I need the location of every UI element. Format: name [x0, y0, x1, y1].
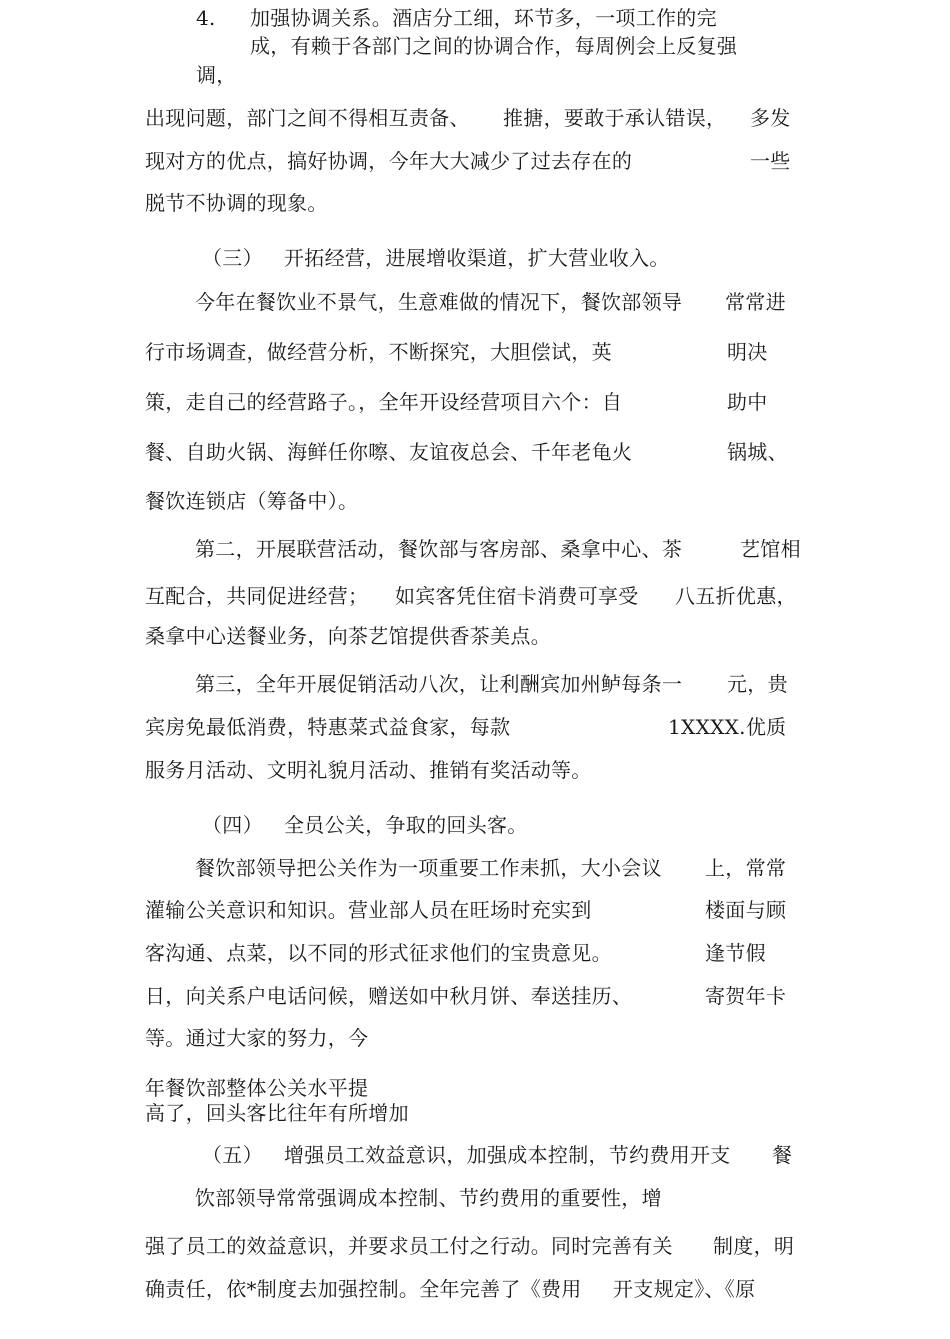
text-line [195, 855, 787, 881]
text-line: 成，有赖于各部门之间的协调合作，每周例会上反复强 [250, 34, 738, 58]
section-title: 增强员工效益意识，加强成本控制，节约费用开支 [284, 1143, 731, 1167]
text-span: 灌输公关意识和知识。营业部人员在旺场时充实到 [145, 898, 592, 922]
text-span: 锅城、 [727, 440, 788, 464]
text-line: 年餐饮部整体公关水平提 [145, 1076, 369, 1100]
text-line [195, 671, 788, 697]
text-line [145, 105, 791, 131]
text-span: 餐、自助火锅、海鲜任你嚓、友谊夜总会、千年老龟火 [145, 440, 633, 464]
text-span: 上，常常 [705, 856, 787, 880]
text-line [145, 148, 791, 174]
text-line [195, 289, 786, 315]
text-span: 日，向关系户电话问候，赠送如中秋月饼、奉送挂历、 [145, 984, 633, 1008]
text-span: 互配合，共同促进经营； [145, 584, 369, 608]
text-span: 强了员工的效益意识，并要求员工付之行动。同时完善有关 [145, 1234, 673, 1258]
text-span: 制度，明 [713, 1234, 795, 1258]
text-span: 八五折优惠， [675, 584, 797, 608]
text-span: 出现问题，部门之间不得相互责备、 [145, 106, 470, 130]
text-line: 调， [196, 63, 237, 87]
text-span: 1XXXX.优质 [668, 715, 787, 739]
text-span: 如宾客凭住宿卡消费可享受 [395, 584, 639, 608]
text-span: 寄贺年卡 [705, 984, 787, 1008]
text-span: 艺馆相 [740, 537, 801, 561]
text-span: 餐饮部领导把公关作为一项重要工作耒抓，大小会议 [195, 856, 662, 880]
section-number: （五） [202, 1143, 263, 1167]
text-span: 宾房免最低消费，特惠菜式益食家，每款 [145, 715, 511, 739]
section-heading [202, 812, 528, 838]
text-line [195, 536, 801, 562]
text-span: 客沟通、点菜，以不同的形式征求他们的宝贵意见。 [145, 941, 612, 965]
text-span: 楼面与顾 [705, 898, 787, 922]
text-line: 脱节不协调的现象。 [145, 191, 328, 215]
text-span: 策，走自己的经营路子。，全年开设经营项目六个：自 [145, 390, 623, 414]
text-span: 今年在餐饮业不景气，生意难做的情况下，餐饮部领导 [195, 290, 683, 314]
text-span: 明决 [727, 340, 768, 364]
text-span: 常常进 [725, 290, 786, 314]
text-line: 餐饮连锁店（筹备中）。 [145, 489, 359, 513]
section-heading [202, 245, 670, 271]
text-span: 餐 [772, 1143, 793, 1167]
text-span: 行市场调查，做经营分析，不断探究，大胆偿试，英 [145, 340, 612, 364]
text-line [145, 897, 787, 923]
text-span: 开支规定》、《原 [613, 1277, 756, 1301]
text-span: 助中 [727, 390, 768, 414]
text-line [145, 1276, 756, 1302]
text-line: 桑拿中心送餐业务，向茶艺馆提供香茶美点。 [145, 624, 551, 648]
text-span: 第三，全年开展促销活动八次，让利酬宾加州鲈每条一 [195, 672, 683, 696]
text-line: 服务月活动、文明礼貌月活动、推销有奖活动等。 [145, 758, 592, 782]
text-span: 第二，开展联营活动，餐饮部与客房部、桑拿中心、茶 [195, 537, 683, 561]
item-number: 4. [196, 6, 216, 30]
text-span: 现对方的优点，搞好协调，今年大大减少了过去存在的 [145, 149, 633, 173]
text-line [145, 940, 766, 966]
text-line: 饮部领导常常强调成本控制、节约费用的重要性，增 [195, 1186, 662, 1210]
text-span: 加强协调关系。酒店分工细，环节多，一项工作的完 [250, 6, 717, 30]
text-span: 一些 [750, 149, 791, 173]
section-number: （三） [202, 246, 263, 270]
text-span: 推搪，要敢于承认错误， [503, 106, 727, 130]
text-span: 逢节假 [705, 941, 766, 965]
text-line [145, 983, 787, 1009]
text-line [145, 439, 788, 465]
text-line [145, 1233, 795, 1259]
text-span: 确责任，依*制度去加强控制。全年完善了《费用 [145, 1277, 582, 1301]
text-line: 等。通过大家的努力，今 [145, 1026, 369, 1050]
text-span: 多发 [750, 106, 791, 130]
text-line [145, 339, 768, 365]
section-title: 全员公关，争取的回头客。 [284, 813, 528, 837]
text-line [145, 583, 797, 609]
section-number: （四） [202, 813, 263, 837]
text-line [196, 5, 717, 31]
section-heading [202, 1142, 793, 1168]
section-title: 开拓经营，进展增收渠道，扩大营业收入。 [284, 246, 670, 270]
text-span: 元，贵 [727, 672, 788, 696]
text-line: 高了，回头客比往年有所增加 [145, 1101, 409, 1125]
text-line [145, 714, 787, 740]
text-line [145, 389, 768, 415]
